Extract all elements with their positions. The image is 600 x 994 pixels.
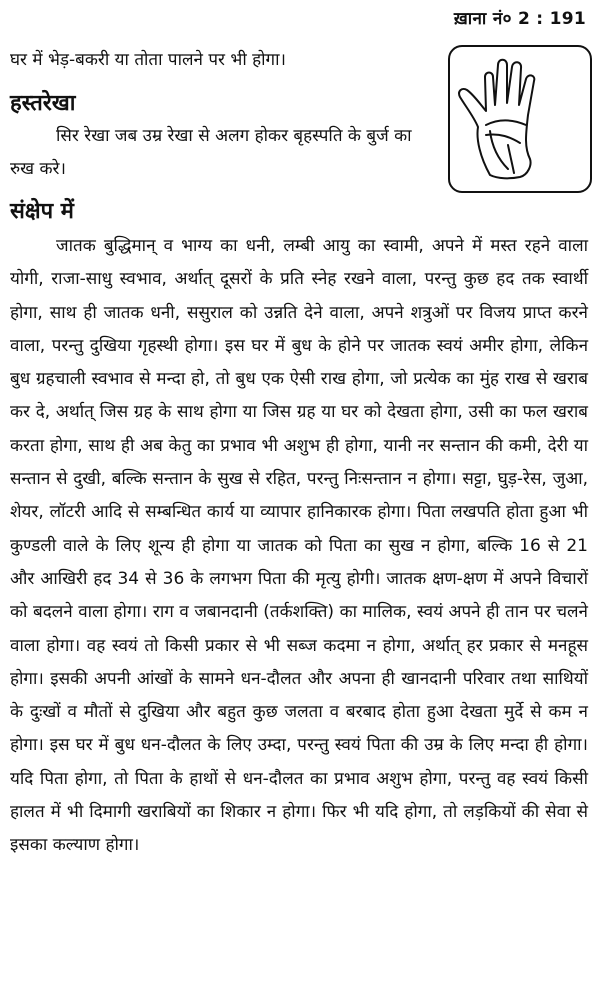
palmistry-text: सिर रेखा जब उम्र रेखा से अलग होकर बृहस्पति के बुर्ज का रुख करे। xyxy=(10,126,412,179)
summary-heading: संक्षेप में xyxy=(10,199,74,224)
palm-hand-icon xyxy=(450,47,590,191)
palmistry-heading: हस्तरेखा xyxy=(10,91,76,116)
page-header: ख़ाना नं० 2 : 191 xyxy=(453,9,586,29)
summary-text: जातक बुद्धिमान् व भाग्य का धनी, लम्बी आयु का स्वामी, अपने में मस्त रहने वाला योगी, राजा-साधु स्वभाव, अर्थात् दूसरों के प्रति स्नेह रखने वाला, परन्तु कुछ हद तक स्वार्थी होगा, साथ ही जातक धनी, ससुराल को उन्नति देने वाला, अपने शत्रुओं पर विजय प्राप्त करने वाला, परन्तु दुखिया गृहस्थी होगा। इस घर में बुध के होने पर जातक स्वयं अमीर होगा, लेकिन बुध ग्रहचाली स्वभाव से मन्दा हो, तो बुध एक ऐसी राख होगा, जो प्रत्येक का मुंह राख से खराब कर दे, अर्थात् जिस ग्रह के साथ होगा या जिस ग्रह या घर को देखता होगा, उसी का फल खराब करता होगा, साथ ही अब केतु का प्रभाव भी अशुभ ही होगा, यानी नर सन्तान की कमी, देरी या सन्तान से दुखी, बल्कि सन्तान के सुख से रहित, परन्तु निःसन्तान न होगा। सट्टा, घुड़-रेस, जुआ, शेयर, लॉटरी आदि से सम्बन्धित कार्य या व्यापार हानिकारक होगा। पिता लखपति होता हुआ भी कुण्डली वाले के लिए शून्य ही होगा या जातक को पिता का सुख न होगा, बल्कि 16 से 21 और आखिरी हद 34 से 36 के लगभग पिता की मृत्यु होगी। जातक क्षण-क्षण में अपने विचारों को बदलने वाला होगा। राग व जबानदानी (तर्कशक्ति) का मालिक, स्वयं अपने ही तान पर चलने वाला होगा। वह स्वयं तो किसी प्रकार से भी सब्ज कदमा न होगा, अर्थात् हर प्रकार से मनहूस होगा। इसकी अपनी आंखों के सामने धन-दौलत और अपना ही खानदानी परिवार तथा साथियों के दुःखों व मौतों से दुखिया और बहुत कुछ जलता व बरबाद होता हुआ देखता मुर्दे से कम न होगा। इस घर में बुध धन-दौलत के लिए उम्दा, परन्तु स्वयं पिता की उम्र के लिए मन्दा ही होगा। यदि पिता होगा, तो पिता के हाथों से धन-दौलत का प्रभाव अशुभ होगा, परन्तु वह स्वयं किसी हालत में भी दिमागी खराबियों का शिकार न होगा। फिर भी यदि होगा, तो लड़कियों की सेवा से इसका कल्याण होगा। xyxy=(10,236,588,856)
palm-illustration xyxy=(448,45,592,193)
intro-line: घर में भेड़-बकरी या तोता पालने पर भी होगा। xyxy=(10,50,286,70)
